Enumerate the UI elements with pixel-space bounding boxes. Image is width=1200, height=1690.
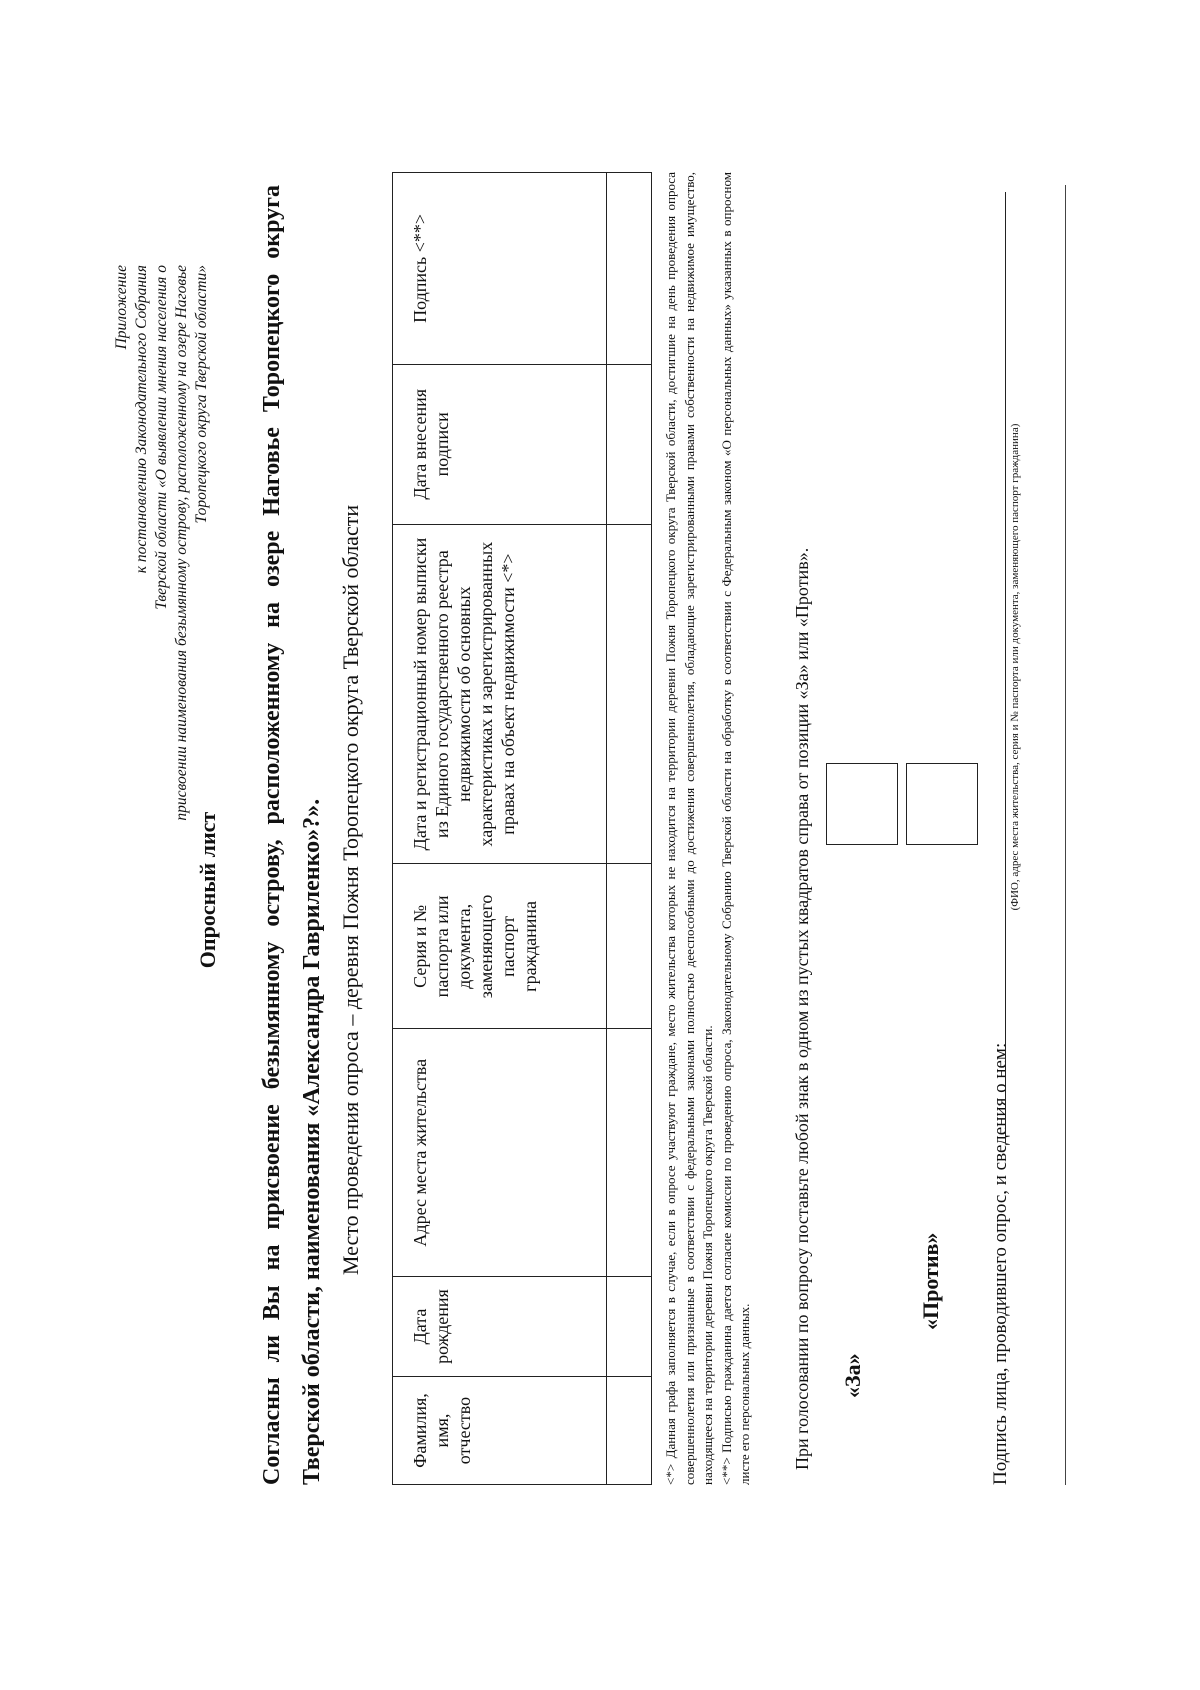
col-header-signature: Подпись <**> xyxy=(393,173,607,365)
appendix-line-5: Торопецкого округа Тверской области» xyxy=(193,265,210,524)
cell-signature[interactable] xyxy=(607,173,652,365)
signature-label: Подпись лица, проводившего опрос, и сведения о нем: xyxy=(990,1042,1011,1485)
cell-birthdate[interactable] xyxy=(607,1277,652,1377)
table-row xyxy=(607,173,652,1485)
footnote-1: <*> Данная графа заполняется в случае, если в опросе участвуют граждане, место жительства которых не находится на территории деревни Пожня Торопецкого округа Тверской области, достигшие на день проведения опроса совершеннолетия или признанные в соответствии с федеральными законами полностью дееспособными до достижения совершеннолетия, обладающие зарегистрированными правами собственности на недвижимое имущество, находящееся на территории деревни Пожня Торопецкого округа Тверской области. xyxy=(663,172,715,1485)
cell-egrn-extract[interactable] xyxy=(607,524,652,864)
footnotes xyxy=(662,172,755,1485)
cell-fullname[interactable] xyxy=(607,1377,652,1485)
survey-question: Согласны ли Вы на присвоение безымянному острову, расположенному на озере Наговье Торопецкого округа Тверской области, наименования «Александра Гавриленко»?». xyxy=(259,185,325,1485)
appendix-line-4: присвоении наименования безымянному острову, расположенному на озере Наговье xyxy=(173,265,190,821)
appendix-line-3: Тверской области «О выявлении мнения населения о xyxy=(153,265,170,610)
col-header-egrn-extract: Дата и регистрационный номер выписки из Единого государственного реестра недвижимости об основных характеристиках и зарегистрированных правах на объект недвижимости <*> xyxy=(393,524,607,864)
bottom-divider xyxy=(1065,185,1066,1485)
vote-against-checkbox[interactable] xyxy=(906,763,978,845)
survey-table xyxy=(392,172,652,1485)
rotated-page xyxy=(0,90,1150,1690)
cell-passport[interactable] xyxy=(607,864,652,1029)
table-header-row xyxy=(393,173,607,1485)
signature-caption: (ФИО, адрес места жительства, серия и № паспорта или документа, заменяющего паспорт гражданина) xyxy=(1009,423,1021,911)
voting-instruction: При голосовании по вопросу поставьте любой знак в одном из пустых квадратов справа от позиции «За» или «Против». xyxy=(792,547,812,1470)
col-header-sign-date: Дата внесения подписи xyxy=(393,364,607,524)
vote-against-label: «Против» xyxy=(918,1232,943,1330)
footnote-2: <**> Подписью гражданина дается согласие комиссии по проведению опроса, Законодательному Собранию Тверской области на обработку в соответствии с Федеральным законом «О персональных данных» указанных в опросном листе его персональных данных. xyxy=(718,172,752,1485)
col-header-fullname: Фамилия, имя, отчество xyxy=(393,1377,607,1485)
col-header-passport: Серия и № паспорта или документа, заменяющего паспорт гражданина xyxy=(393,864,607,1029)
appendix-line-1: Приложение xyxy=(113,265,130,350)
signature-line[interactable] xyxy=(1005,192,1006,1142)
document-title: Опросный лист xyxy=(195,811,220,969)
vote-for-label: «За» xyxy=(840,1353,865,1398)
cell-address[interactable] xyxy=(607,1029,652,1277)
survey-place: Место проведения опроса – деревня Пожня Торопецкого округа Тверской области xyxy=(338,504,363,1276)
col-header-birthdate: Дата рождения xyxy=(393,1277,607,1377)
appendix-line-2: к постановлению Законодательного Собрания xyxy=(133,265,150,574)
cell-sign-date[interactable] xyxy=(607,364,652,524)
col-header-address: Адрес места жительства xyxy=(393,1029,607,1277)
vote-for-checkbox[interactable] xyxy=(826,763,898,845)
